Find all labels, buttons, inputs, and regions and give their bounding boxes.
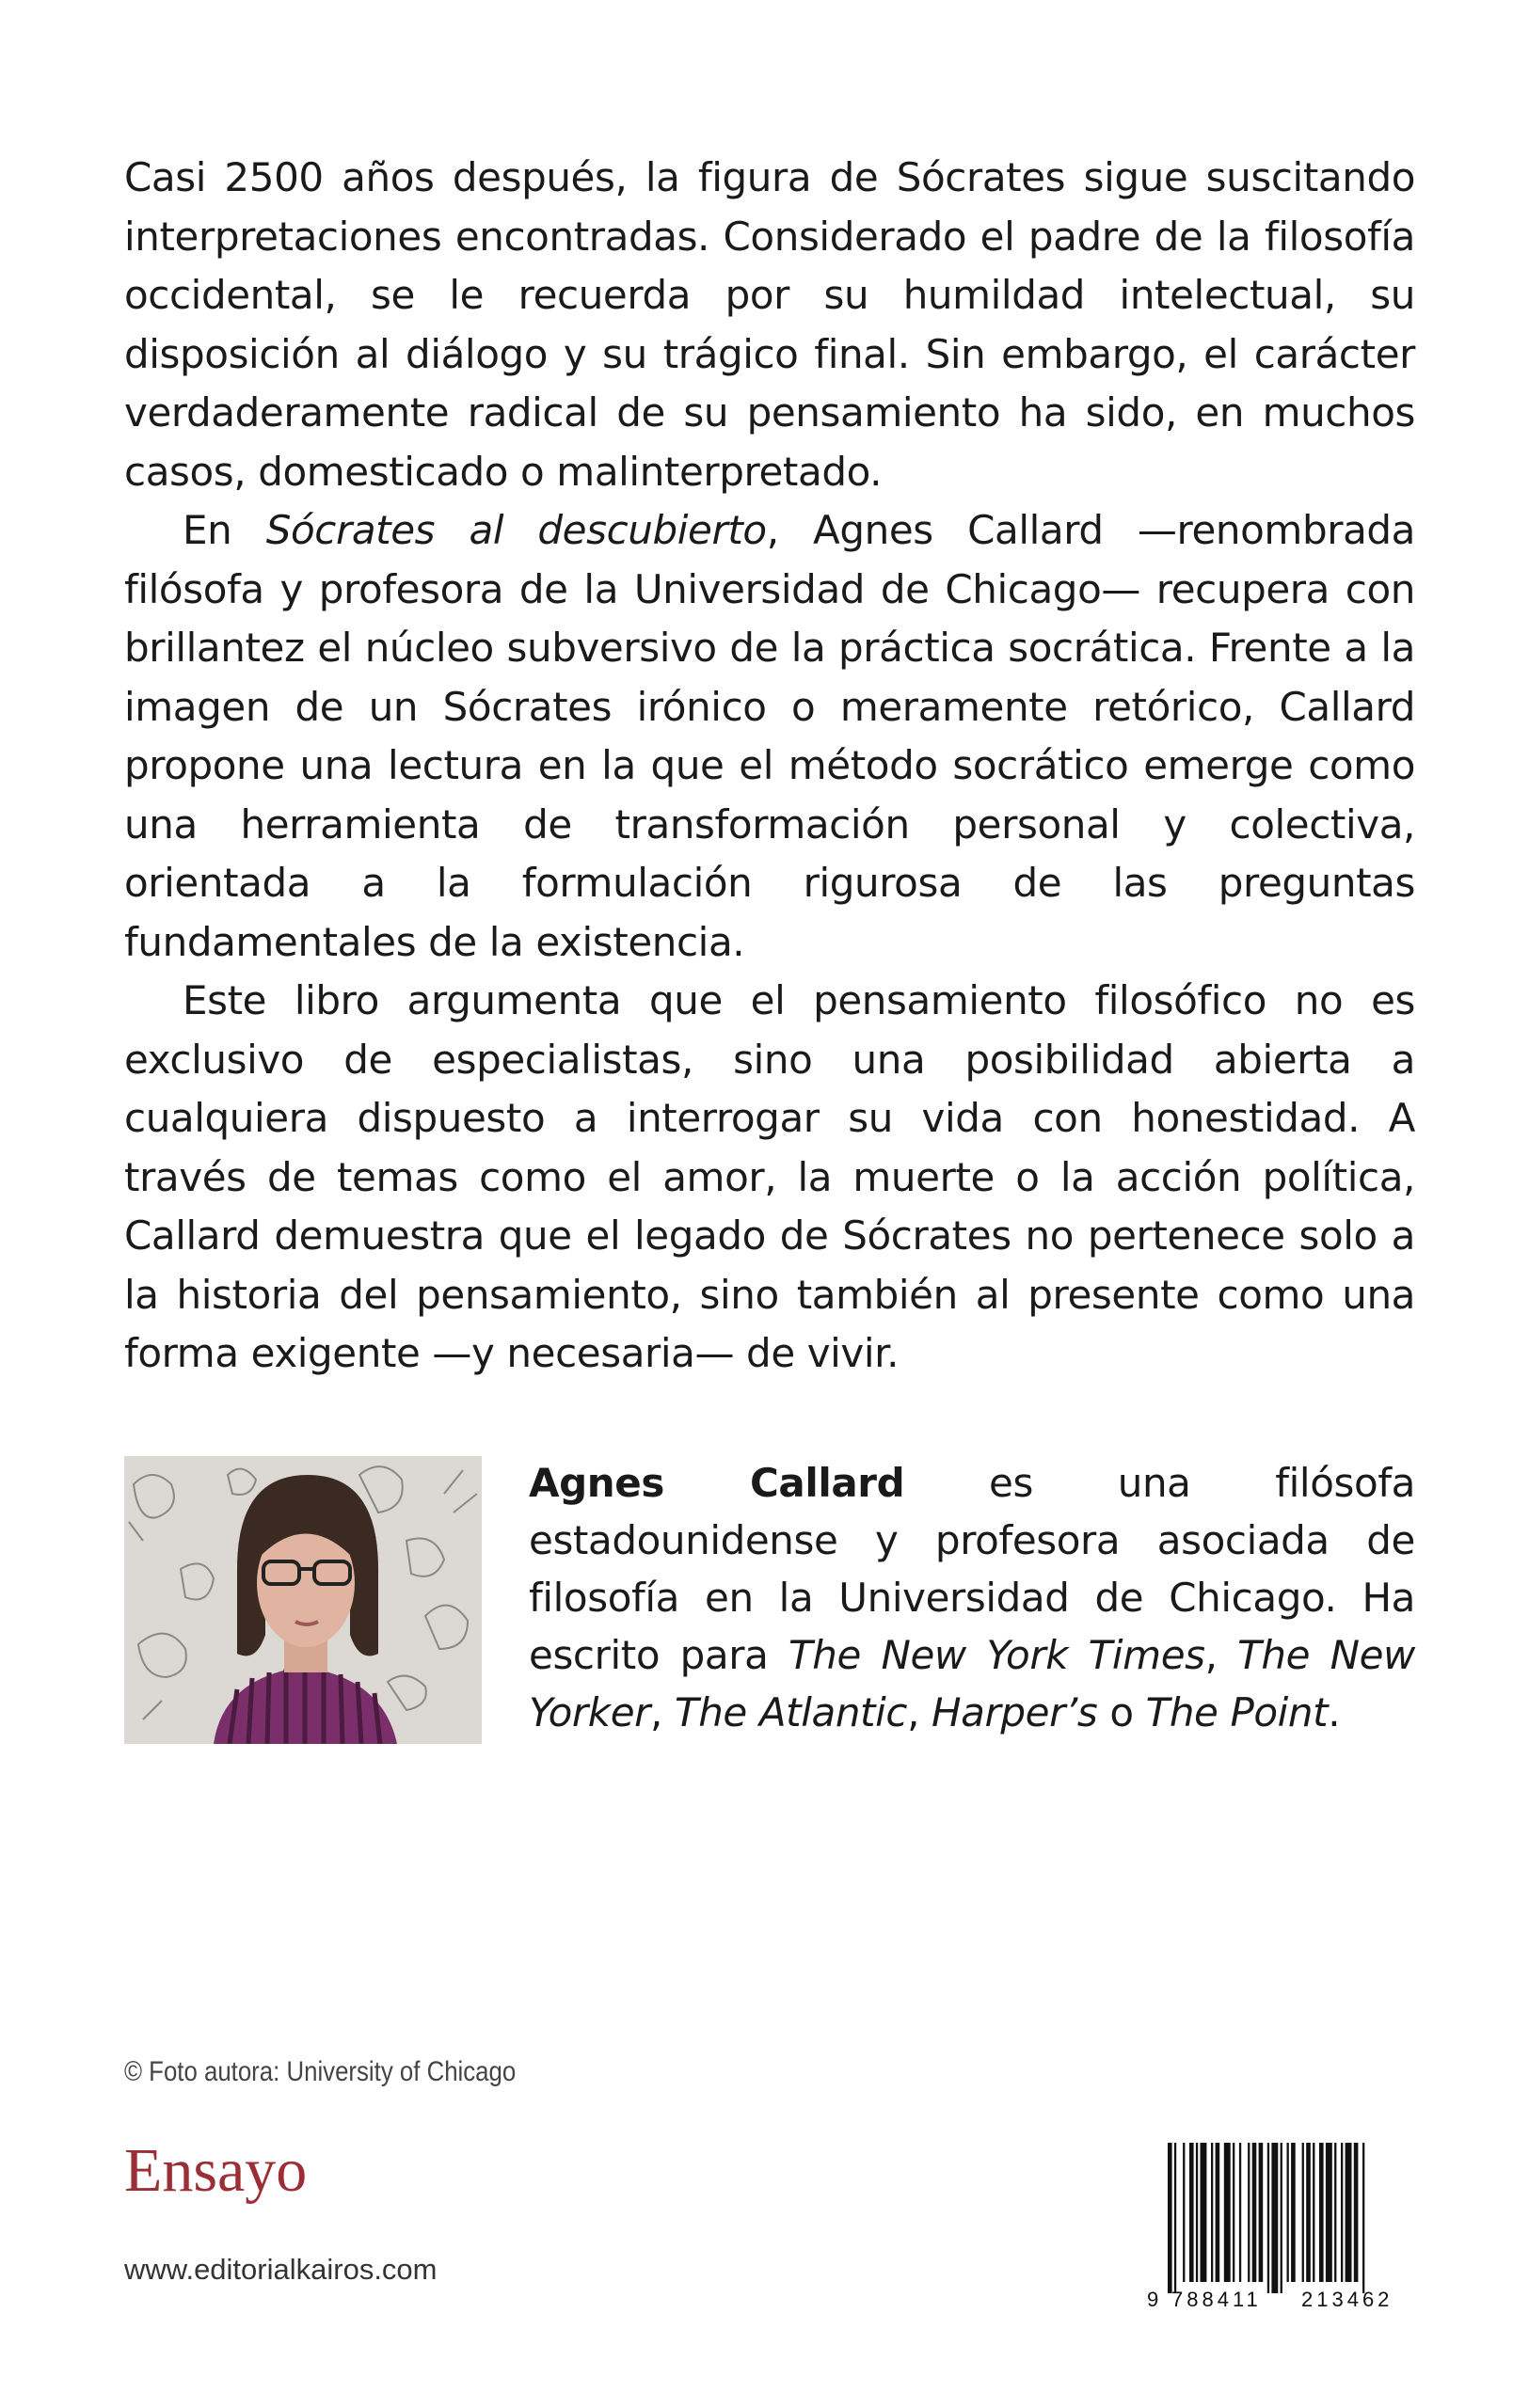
separator: , [650,1689,675,1735]
blurb-p2-rest: , Agnes Callard —renombrada filósofa y profesora de la Universidad de Chicago— recupera con brillantez el núcleo subversivo de la práctica socrática. Frente a la imagen de un Sócrates irónico o meramente retórico, Callard propone una lectura en la que el método socrático emerge como una herramienta de transformación personal y colectiva, orientada a la formulación rigurosa de las preguntas fundamentales de la existencia. [124,507,1416,965]
barcode-group-1: 788411 [1171,2288,1262,2311]
barcode-bar [1267,2143,1269,2293]
barcode-group-2: 213462 [1301,2288,1394,2311]
barcode-bars [1168,2143,1364,2293]
publication-atlantic: The Atlantic [674,1689,908,1735]
barcode-bar [1233,2143,1234,2282]
barcode-bar [1239,2143,1241,2282]
publication-new-yorker: The New Yorker [529,1632,1415,1735]
photo-credit: © Foto autora: University of Chicago [124,2056,517,2087]
barcode-bar [1174,2143,1176,2293]
author-bio [529,1454,1415,1741]
barcode-bar [1346,2143,1352,2282]
barcode-bar [1271,2143,1278,2293]
isbn-barcode [1143,2143,1425,2312]
separator: , [907,1689,932,1735]
barcode-bar [1281,2143,1282,2293]
barcode-bar [1211,2143,1213,2282]
barcode-bar [1302,2143,1304,2282]
author-portrait-image [124,1456,482,1744]
blurb-paragraph-3: Este libro argumenta que el pensamiento filosófico no es exclusivo de especialistas, sino una posibilidad abierta a cualquiera dispuesto a interrogar su vida con honestidad. A través de temas como el amor, la muerte o la acción política, Callard demuestra que el legado de Sócrates no pertenece solo a la historia del pensamiento, sino también al presente como una forma exigente —y necesaria— de vivir. [124,977,1415,1376]
barcode-bar [1306,2143,1311,2282]
blurb-paragraph-2 [124,501,1415,972]
blurb-paragraph-1: Casi 2500 años después, la figura de Sócrates sigue suscitando interpretaciones encontradas. Considerado el padre de la filosofía occidental, se le recuerda por su humildad intelectual, su disposición al diálogo y su trágico final. Sin embargo, el carácter verdaderamente radical de su pensamiento ha sido, en muchos casos, domesticado o malinterpretado. [124,154,1415,495]
barcode-bar [1362,2143,1364,2293]
separator: , [1204,1632,1238,1678]
back-cover-blurb [124,149,1415,1384]
barcode-bar [1201,2143,1207,2282]
publication-point: The Point [1145,1689,1329,1735]
barcode-bar [1319,2143,1324,2282]
publication-harpers: Harper’s [931,1689,1098,1735]
blurb-p2-prefix: En [183,507,266,553]
barcode-bar [1354,2143,1359,2282]
author-bio-text [529,1454,1415,1741]
barcode-first-digit: 9 [1147,2288,1159,2311]
barcode-bar [1224,2143,1231,2282]
author-photo [124,1456,482,1744]
author-bio-part-1: es una filósofa estadounidense y profesora asociada de filosofía en la Universidad de Chicago. Ha escrito para [529,1460,1415,1678]
barcode-bar [1326,2143,1332,2282]
publication-nyt: The New York Times [788,1632,1205,1678]
barcode-bar [1168,2143,1172,2293]
barcode-bar [1334,2143,1336,2282]
barcode-bar [1341,2143,1343,2282]
collection-label: Ensayo [124,2136,308,2205]
author-name: Agnes Callard [529,1460,905,1506]
barcode-bar [1196,2143,1198,2282]
barcode-bar [1183,2143,1185,2282]
sentence-end: . [1328,1689,1341,1735]
barcode-bar [1216,2143,1220,2282]
publisher-website: www.editorialkairos.com [124,2253,438,2286]
barcode-bar [1291,2143,1296,2282]
separator: o [1097,1689,1146,1735]
book-title: Sócrates al descubierto [265,507,767,553]
barcode-bar [1259,2143,1264,2282]
barcode-bar [1252,2143,1257,2282]
barcode-bar [1287,2143,1289,2282]
barcode-bar [1248,2143,1250,2282]
barcode-bar [1313,2143,1314,2282]
barcode-bar [1189,2143,1194,2282]
